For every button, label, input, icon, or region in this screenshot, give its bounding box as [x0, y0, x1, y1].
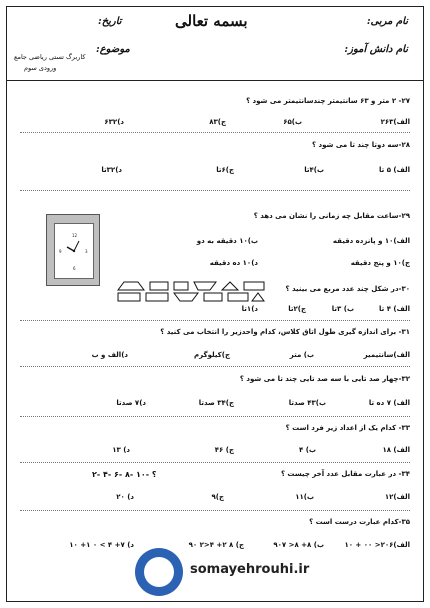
question-28: ۲۸-سه دوتا چند تا می شود ؟ [312, 141, 410, 149]
q34-option-a: الف)۱۲ [384, 493, 410, 501]
separator [20, 190, 410, 191]
header-divider [6, 80, 424, 81]
q30-option-d: د)۱تا [241, 305, 258, 313]
q28-option-b: ب)۴تا [304, 166, 324, 174]
separator [20, 366, 410, 367]
svg-text:12: 12 [72, 233, 78, 238]
q32-option-d: د)۷ صدتا [116, 399, 146, 407]
q28-option-a: الف) ۵ تا [379, 166, 410, 174]
q33-option-c: ج) ۴۶ [214, 446, 234, 454]
question-29: ۲۹-ساعت مقابل چه زمانی را نشان می دهد ؟ [253, 212, 410, 220]
teacher-label: نام مربی: [366, 16, 408, 27]
svg-text:9: 9 [59, 249, 62, 254]
footer-url[interactable]: somayehrouhi.ir [190, 562, 310, 577]
q33-option-a: الف) ۱۸ [382, 446, 410, 454]
q33-option-d: د) ۱۳ [112, 446, 130, 454]
student-label: نام دانش آموز: [344, 44, 408, 55]
q31-option-d: د)الف و ب [91, 351, 128, 359]
wall-clock-image [46, 214, 100, 286]
q29-option-a: الف)۱۰ و پانزده دقیقه [332, 237, 410, 245]
question-30: ۳۰-در شکل چند عدد مربع می بینید ؟ [285, 285, 410, 293]
q28-option-d: د)۳۲تا [101, 166, 122, 174]
question-27: ۲۷- ۲ متر و ۶۳ سانتیمتر چندسانتیمتر می شود ؟ [246, 97, 410, 105]
q28-option-c: ج)۶تا [216, 166, 234, 174]
q27-option-d: د)۶۳۲ [104, 118, 124, 126]
q29-option-c: ج)۱۰ و پنج دقیقه [350, 259, 410, 267]
q34-option-d: د) ۲۰ [116, 493, 134, 501]
separator [20, 510, 410, 511]
q27-option-b: ب)۶۵ [283, 118, 302, 126]
number-sequence: ؟ -۱۰ -۸ -۶ -۴ -۲ [92, 470, 157, 479]
q31-option-c: ج)کیلوگرم [194, 351, 230, 359]
q31-option-b: ب) متر [289, 351, 314, 359]
q35-option-b: ب) ۸+ ۸< ۹۰۷ [273, 541, 324, 549]
q29-option-b: ب)۱۰ دقیقه به دو [196, 237, 258, 245]
q34-option-b: ب)۱۱ [295, 493, 314, 501]
q30-option-c: ج)۲تا [288, 305, 306, 313]
q35-option-a: الف)۲۰۶< ۰۰ + ۱۰ [344, 541, 410, 549]
question-35: ۳۵-کدام عبارت درست است ؟ [309, 518, 410, 526]
q32-option-a: الف) ۷ ده تا [368, 399, 410, 407]
q31-option-a: الف)سانتیمیر [363, 351, 410, 359]
q27-option-a: الف)۲۶۳ [380, 118, 410, 126]
subject-label: موضوع: [96, 44, 130, 55]
question-31: ۳۱- برای اندازه گیری طول اتاق کلاس، کدام واحدزیر را انتخاب می کنید ؟ [160, 328, 410, 336]
separator [20, 462, 410, 463]
separator [20, 132, 410, 133]
worksheet-border [6, 6, 424, 602]
page-title: بسمه تعالی [175, 12, 248, 30]
q35-option-c: ج) ۸ ۲+ ۴<۲ ۹۰ [188, 541, 244, 549]
date-label: تاریخ: [98, 16, 122, 27]
q34-option-c: ج)۹ [211, 493, 224, 501]
separator [20, 320, 410, 321]
q33-option-b: ب) ۴ [299, 446, 316, 454]
site-logo-icon [135, 548, 183, 596]
question-34: ۳۴- در عبارت مقابل عدد آخر چیست ؟ [280, 470, 410, 478]
question-33: ۳۳- کدام یک از اعداد زیر فرد است ؟ [285, 424, 410, 432]
square-shapes-figure [112, 280, 272, 304]
question-32: ۳۲-چهار صد تایی با سه صد تایی چند تا می شود ؟ [239, 375, 410, 383]
q35-option-d: د) ۷+ ۴ > ۰ ۱+ ۱۰ [69, 541, 134, 549]
subject-value-2: ورودی سوم [24, 64, 57, 72]
separator [20, 416, 410, 417]
svg-text:6: 6 [73, 266, 76, 271]
q27-option-c: ج)۸۳ [209, 118, 226, 126]
svg-text:3: 3 [85, 249, 88, 254]
q29-option-d: د)۱۰ ده دقیقه [209, 259, 258, 267]
q32-option-b: ب)۴۳ صدتا [288, 399, 326, 407]
subject-value-1: کاربرگ تستی ریاضی جامع [14, 53, 86, 61]
q30-option-b: ب) ۳تا [331, 305, 354, 313]
q32-option-c: ج)۳۴ صدتا [198, 399, 234, 407]
q30-option-a: الف) ۴ تا [379, 305, 410, 313]
